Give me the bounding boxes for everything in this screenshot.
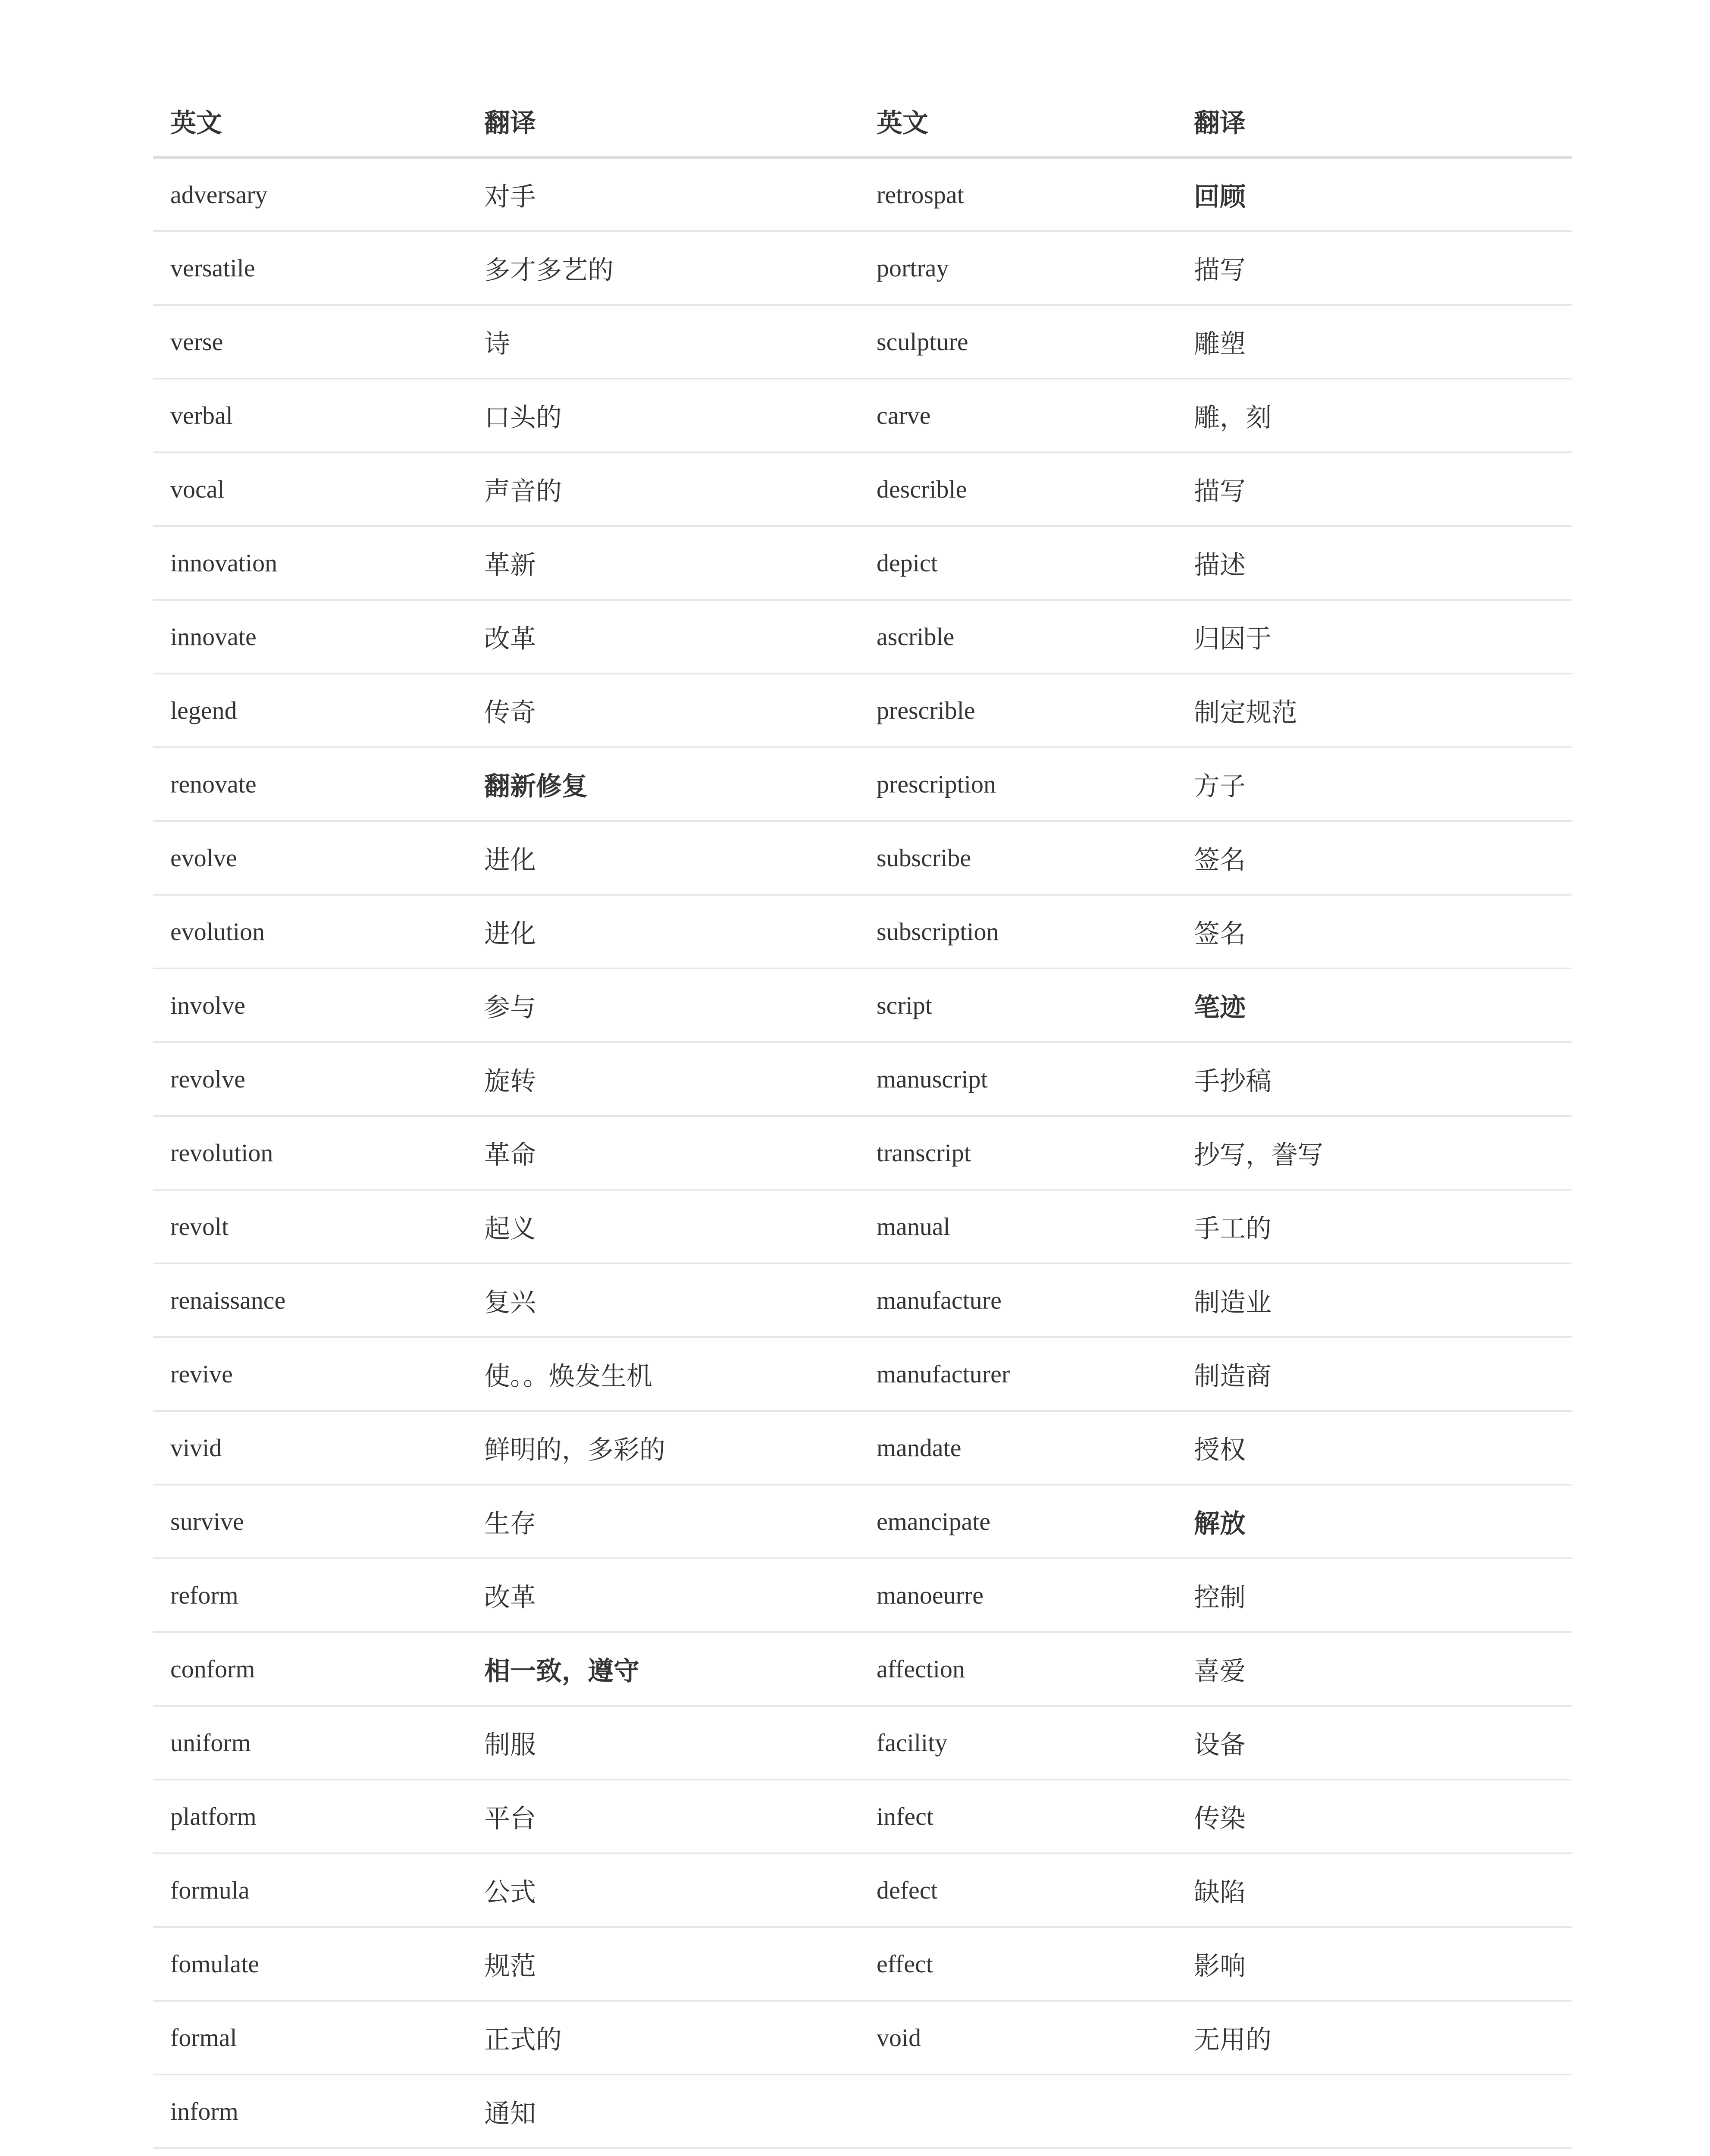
english-word-left: innovation [153,526,467,600]
english-word-left: evolution [153,895,467,968]
translation-right: 描写 [1177,452,1572,526]
table-header [153,86,1572,157]
english-word-left: formula [153,1853,467,1927]
table-row [153,1263,1572,1337]
english-word-left: formal [153,2001,467,2075]
english-word-left: reform [153,1558,467,1632]
table-row [153,1632,1572,1706]
translation-left: 诗 [467,305,859,379]
translation-left: 使。。焕发生机 [467,1337,859,1411]
translation-left: 制服 [467,1706,859,1780]
table-row [153,1706,1572,1780]
table-row [153,747,1572,821]
translation-right: 影响 [1177,1927,1572,2001]
translation-right [1177,2075,1572,2148]
english-word-right: retrospat [859,157,1177,231]
translation-right: 无用的 [1177,2001,1572,2075]
english-word-right [859,2148,1177,2156]
translation-right: 制定规范 [1177,674,1572,747]
header-translation-2: 翻译 [1177,86,1572,157]
english-word-right: emancipate [859,1485,1177,1558]
translation-left: 相一致，遵守 [467,1632,859,1706]
translation-right: 归因于 [1177,600,1572,674]
english-word-left: fomulate [153,1927,467,2001]
english-word-left: innovate [153,600,467,674]
translation-right: 制造业 [1177,1263,1572,1337]
english-word-right: affection [859,1632,1177,1706]
table-row [153,821,1572,895]
table-row [153,1411,1572,1485]
english-word-right: defect [859,1853,1177,1927]
translation-left: 声音的 [467,452,859,526]
translation-right: 缺陷 [1177,1853,1572,1927]
english-word-left: inform [153,2075,467,2148]
english-word-right: describle [859,452,1177,526]
english-word-right: manufacturer [859,1337,1177,1411]
vocabulary-table [153,86,1572,2156]
english-word-left: vocal [153,452,467,526]
english-word-right: subscribe [859,821,1177,895]
english-word-left: conform [153,1632,467,1706]
table-row [153,1927,1572,2001]
table-row [153,1485,1572,1558]
table-row [153,1190,1572,1263]
translation-left: 起义 [467,1190,859,1263]
english-word-left: renaissance [153,1263,467,1337]
table-row [153,231,1572,305]
table-row [153,2148,1572,2156]
english-word-left: legend [153,674,467,747]
translation-left: 口头的 [467,379,859,452]
table-row [153,1337,1572,1411]
translation-right [1177,2148,1572,2156]
translation-left: 翻新修复 [467,747,859,821]
translation-left: 复兴 [467,1263,859,1337]
english-word-left: revolt [153,1190,467,1263]
table-row [153,1116,1572,1190]
table-row [153,2075,1572,2148]
header-english-2: 英文 [859,86,1177,157]
vocabulary-page [153,86,1572,2156]
table-row [153,305,1572,379]
english-word-left: revolution [153,1116,467,1190]
english-word-right [859,2075,1177,2148]
english-word-right: void [859,2001,1177,2075]
header-translation-1: 翻译 [467,86,859,157]
translation-left [467,2148,859,2156]
translation-left: 旋转 [467,1042,859,1116]
english-word-right: effect [859,1927,1177,2001]
table-row [153,968,1572,1042]
table-row [153,2001,1572,2075]
translation-left: 正式的 [467,2001,859,2075]
table-row [153,452,1572,526]
english-word-right: infect [859,1780,1177,1853]
translation-right: 抄写，誊写 [1177,1116,1572,1190]
english-word-right: sculpture [859,305,1177,379]
translation-right: 喜爱 [1177,1632,1572,1706]
english-word-left: verse [153,305,467,379]
table-row [153,674,1572,747]
english-word-right: transcript [859,1116,1177,1190]
english-word-left: involve [153,968,467,1042]
translation-left: 革新 [467,526,859,600]
english-word-right: ascrible [859,600,1177,674]
english-word-left: vivid [153,1411,467,1485]
translation-right: 雕，刻 [1177,379,1572,452]
english-word-right: prescription [859,747,1177,821]
translation-right: 雕塑 [1177,305,1572,379]
table-row [153,1042,1572,1116]
translation-right: 描述 [1177,526,1572,600]
translation-left: 参与 [467,968,859,1042]
table-row [153,1780,1572,1853]
english-word-left: adversary [153,157,467,231]
translation-right: 传染 [1177,1780,1572,1853]
english-word-right: prescrible [859,674,1177,747]
translation-left: 通知 [467,2075,859,2148]
translation-right: 手工的 [1177,1190,1572,1263]
english-word-left: evolve [153,821,467,895]
english-word-left: revive [153,1337,467,1411]
translation-left: 改革 [467,600,859,674]
table-body [153,157,1572,2156]
english-word-right: script [859,968,1177,1042]
english-word-right: manual [859,1190,1177,1263]
english-word-right: mandate [859,1411,1177,1485]
translation-right: 解放 [1177,1485,1572,1558]
table-row [153,526,1572,600]
table-row [153,379,1572,452]
translation-right: 方子 [1177,747,1572,821]
table-row [153,1853,1572,1927]
translation-left: 改革 [467,1558,859,1632]
english-word-right: carve [859,379,1177,452]
english-word-right: subscription [859,895,1177,968]
table-row [153,895,1572,968]
translation-left: 传奇 [467,674,859,747]
english-word-left: revolve [153,1042,467,1116]
english-word-left: verbal [153,379,467,452]
translation-left: 鲜明的，多彩的 [467,1411,859,1485]
translation-right: 制造商 [1177,1337,1572,1411]
translation-right: 设备 [1177,1706,1572,1780]
english-word-left: uniform [153,1706,467,1780]
translation-right: 签名 [1177,895,1572,968]
translation-left: 规范 [467,1927,859,2001]
translation-right: 签名 [1177,821,1572,895]
translation-right: 回顾 [1177,157,1572,231]
table-row [153,600,1572,674]
english-word-right: depict [859,526,1177,600]
translation-left: 进化 [467,821,859,895]
translation-right: 授权 [1177,1411,1572,1485]
translation-left: 革命 [467,1116,859,1190]
header-english-1: 英文 [153,86,467,157]
header-row [153,86,1572,157]
translation-left: 多才多艺的 [467,231,859,305]
translation-left: 生存 [467,1485,859,1558]
english-word-left: renovate [153,747,467,821]
translation-left: 进化 [467,895,859,968]
translation-right: 手抄稿 [1177,1042,1572,1116]
translation-left: 对手 [467,157,859,231]
translation-right: 描写 [1177,231,1572,305]
english-word-left: platform [153,1780,467,1853]
english-word-left [153,2148,467,2156]
english-word-right: manoeurre [859,1558,1177,1632]
english-word-left: versatile [153,231,467,305]
english-word-right: manuscript [859,1042,1177,1116]
english-word-right: portray [859,231,1177,305]
translation-left: 平台 [467,1780,859,1853]
english-word-left: survive [153,1485,467,1558]
translation-left: 公式 [467,1853,859,1927]
translation-right: 控制 [1177,1558,1572,1632]
table-row [153,157,1572,231]
english-word-right: manufacture [859,1263,1177,1337]
english-word-right: facility [859,1706,1177,1780]
table-row [153,1558,1572,1632]
translation-right: 笔迹 [1177,968,1572,1042]
